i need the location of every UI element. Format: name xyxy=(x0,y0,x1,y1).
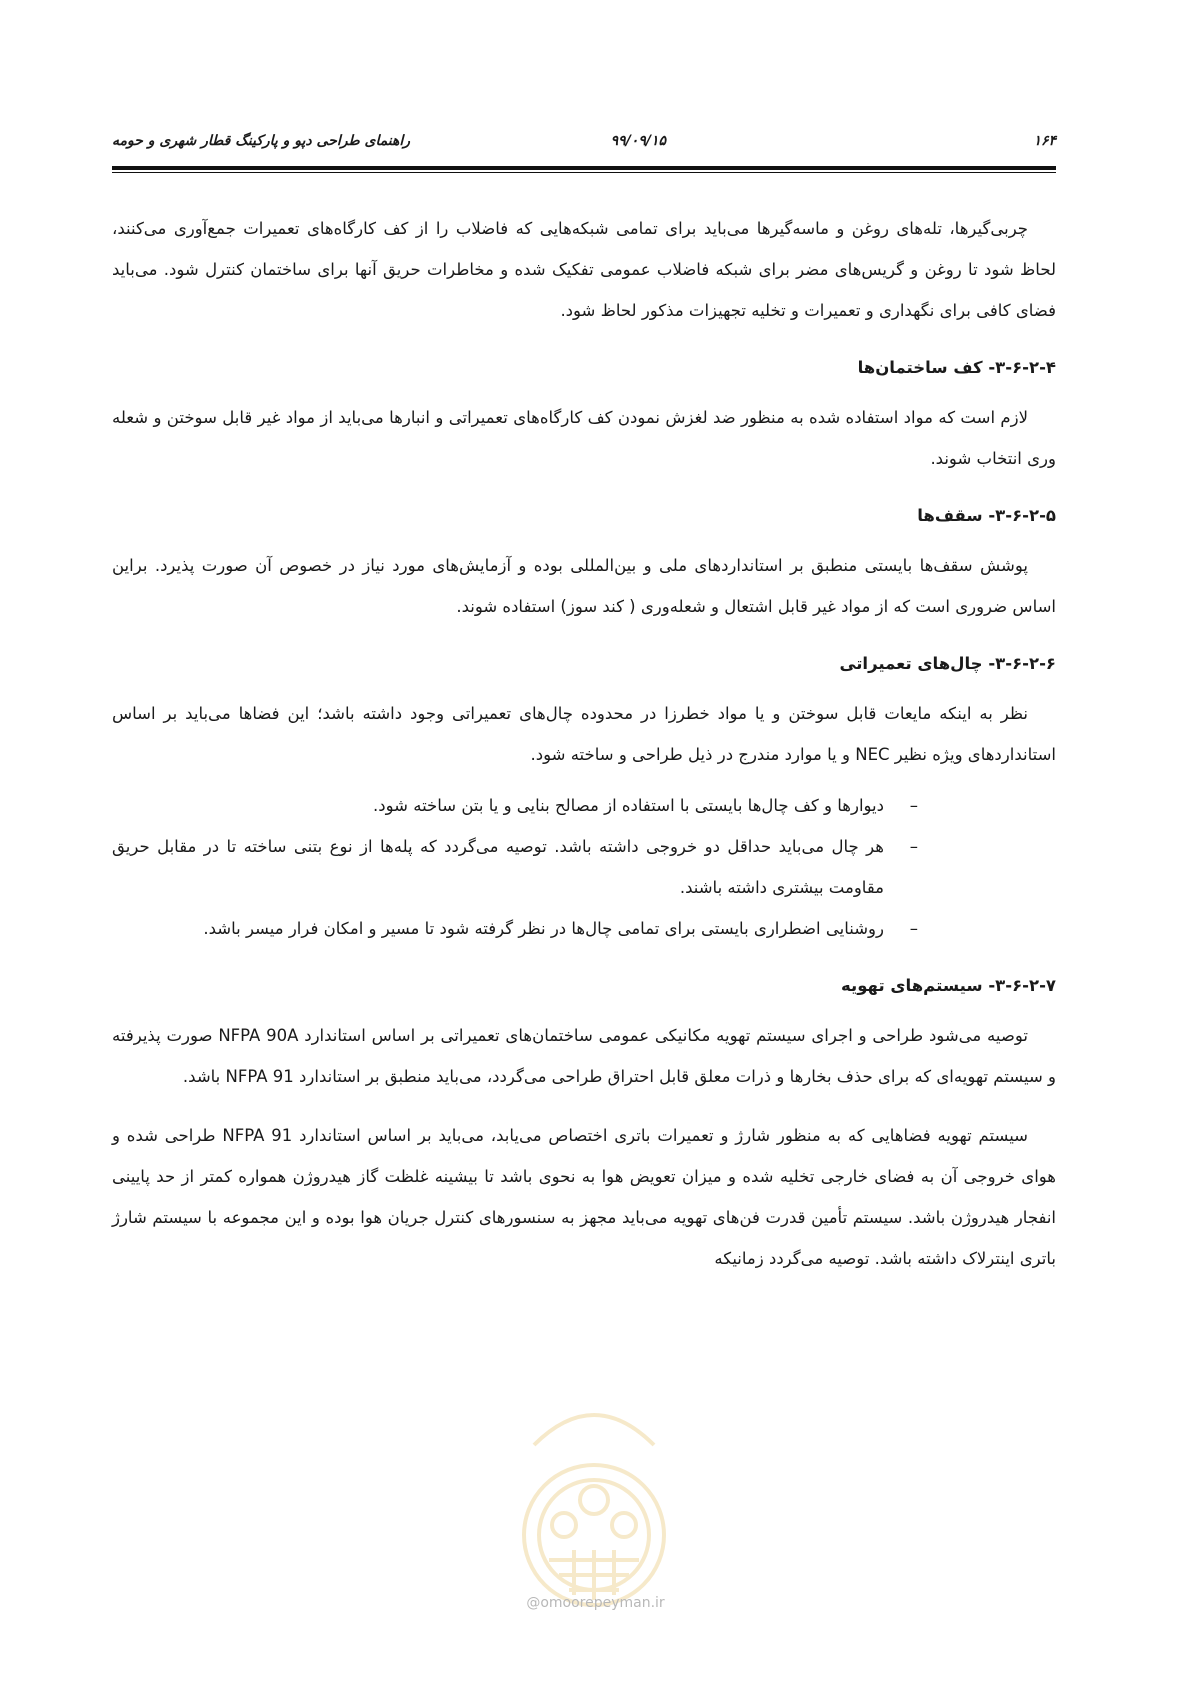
section-text-floors: لازم است که مواد استفاده شده به منظور ضد لغزش نمودن کف کارگاه‌های تعمیراتی و انبارها می‌باید از مواد غیر قابل سوختن و شعله وری انتخاب شوند. xyxy=(112,408,1056,468)
dash-icon: – xyxy=(909,919,918,938)
intro-paragraph: چربی‌گیرها، تله‌های روغن و ماسه‌گیرها می‌باید برای تمامی شبکه‌هایی که فاضلاب را از کف کارگاه‌های تعمیرات جمع‌آوری می‌کنند، لحاظ شود تا روغن و گریس‌های مضر برای شبکه فاضلاب عمومی تفکیک شده و مخاطرات حریق آنها برای ساختمان کنترل شود. می‌باید فضای کافی برای نگهداری و تعمیرات و تخلیه تجهیزات مذکور لحاظ شود. xyxy=(112,219,1056,320)
section-text-pits: نظر به اینکه مایعات قابل سوختن و یا مواد خطرزا در محدوده چال‌های تعمیراتی وجود داشته باشد؛ این فضاها می‌باید بر اساس استانداردهای ویژه نظیر NEC و یا موارد مندرج در ذیل طراحی و ساخته شود. xyxy=(112,704,1056,764)
section-text-ventilation-1: توصیه می‌شود طراحی و اجرای سیستم تهویه مکانیکی عمومی ساختمان‌های تعمیراتی بر اساس استاندارد NFPA 90A صورت پذیرفته و سیستم تهویه‌ای که برای حذف بخارها و ذرات معلق قابل احتراق طراحی می‌گردد، می‌باید منطبق بر استاندارد NFPA 91 باشد. xyxy=(112,1026,1056,1086)
list-item xyxy=(112,826,1056,908)
header-date: ۹۹/۰۹/۱۵ xyxy=(610,133,666,149)
pits-bullet-list xyxy=(112,785,1056,949)
section-heading-floors: ۳-۶-۲-۴- کف ساختمان‌ها xyxy=(857,358,1056,377)
section-text-ceilings: پوشش سقف‌ها بایستی منطبق بر استانداردهای ملی و بین‌المللی بوده و آزمایش‌های مورد نیاز در خصوص آن صورت پذیرد. براین اساس ضروری است که از مواد غیر قابل اشتعال و شعله‌وری ( کند سوز) استفاده شوند. xyxy=(112,556,1056,616)
page-header xyxy=(112,133,1056,159)
list-item-text: هر چال می‌باید حداقل دو خروجی داشته باشد. توصیه می‌گردد که پله‌ها از نوع بتنی ساخته تا در مقابل حریق مقاومت بیشتری داشته باشند. xyxy=(112,837,884,897)
list-item-text: دیوارها و کف چال‌ها بایستی با استفاده از مصالح بنایی و یا بتن ساخته شود. xyxy=(373,796,884,815)
header-rule-thick xyxy=(112,166,1056,170)
header-rule-thin xyxy=(112,172,1056,173)
watermark-seal-icon xyxy=(494,1385,694,1615)
list-item-text: روشنایی اضطراری بایستی برای تمامی چال‌ها در نظر گرفته شود تا مسیر و امکان فرار میسر باشد. xyxy=(203,919,884,938)
watermark-text: @omoorepeyman.ir xyxy=(526,1595,665,1611)
list-item xyxy=(112,785,1056,826)
list-item xyxy=(112,908,1056,949)
page-number: ۱۶۴ xyxy=(1033,133,1056,149)
dash-icon: – xyxy=(909,796,918,815)
dash-icon: – xyxy=(909,837,918,856)
section-heading-ventilation: ۳-۶-۲-۷- سیستم‌های تهویه xyxy=(841,976,1056,995)
page-content xyxy=(112,208,1056,1297)
header-title: راهنمای طراحی دپو و پارکینگ قطار شهری و حومه xyxy=(112,133,411,149)
section-heading-ceilings: ۳-۶-۲-۵- سقف‌ها xyxy=(917,506,1056,525)
section-heading-pits: ۳-۶-۲-۶- چال‌های تعمیراتی xyxy=(839,654,1056,673)
section-text-ventilation-2: سیستم تهویه فضاهایی که به منظور شارژ و تعمیرات باتری اختصاص می‌یابد، می‌باید بر اساس استاندارد NFPA 91 طراحی شده و هوای خروجی آن به فضای خارجی تخلیه شده و میزان تعویض هوا به نحوی باشد تا بیشینه غلظت گاز هیدروژن همواره کمتر از حد پایینی انفجار هیدروژن باشد. سیستم تأمین قدرت فن‌های تهویه می‌باید مجهز به سنسورهای کنترل جریان هوا بوده و این مجموعه با سیستم شارژ باتری اینترلاک داشته باشد. توصیه می‌گردد زمانیکه xyxy=(112,1126,1056,1268)
